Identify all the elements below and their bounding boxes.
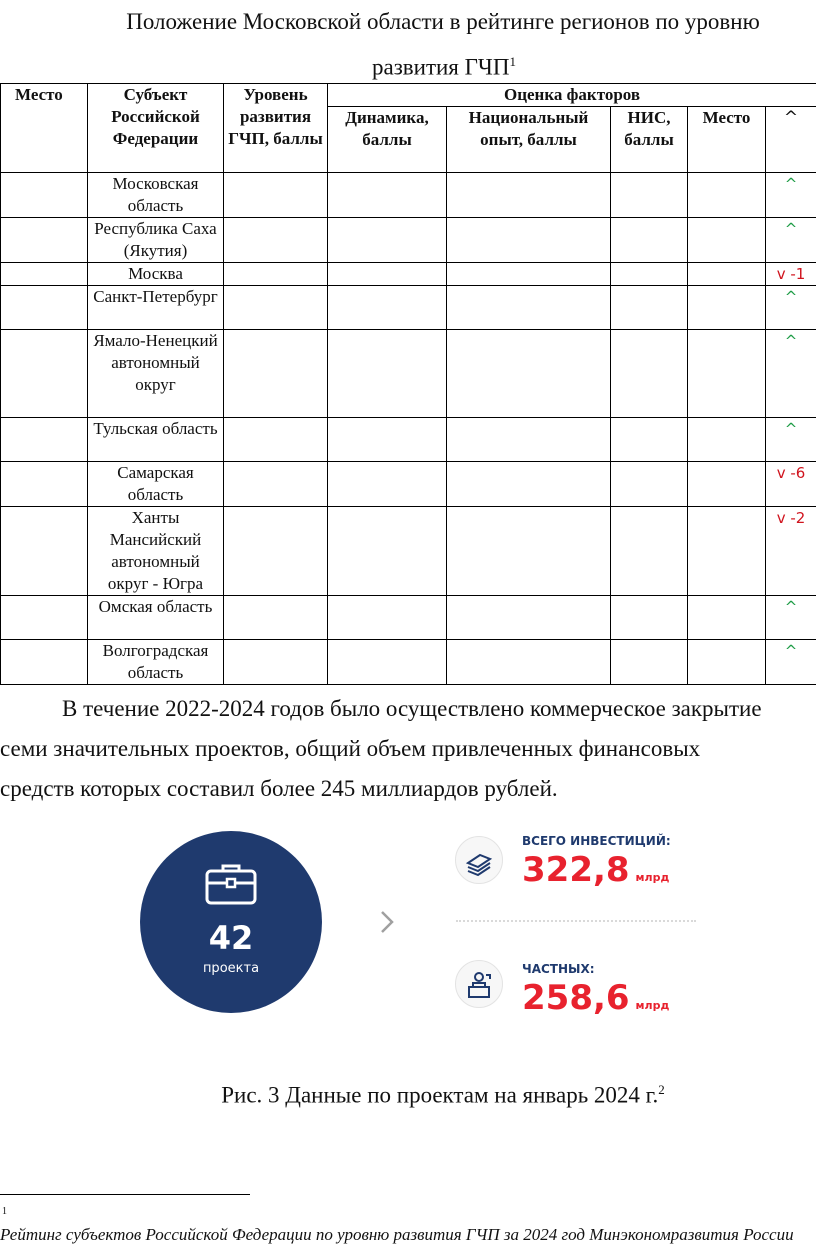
cell-empty [688,218,766,263]
cell-empty [688,286,766,330]
projects-infographic [140,828,700,1018]
paragraph-line-2: семи значительных проектов, общий объем привлеченных финансовых [0,736,701,761]
cell-change: ^ [766,286,816,330]
table-row [1,596,816,640]
cell-empty [447,173,611,218]
header-level: Уровень развития ГЧП, баллы [224,84,328,173]
header-dynamics: Динамика, баллы [328,107,447,173]
investor-icon [455,960,503,1008]
cell-empty [224,640,328,685]
cell-place [1,173,88,218]
rating-body [1,173,816,685]
table-row [1,330,816,418]
cell-subject: Омская область [88,596,224,640]
title-line-2: развития ГЧП [371,54,510,80]
total-investments-unit: млрд [635,871,670,884]
cell-subject: Тульская область [88,418,224,462]
cell-empty [224,218,328,263]
total-investments-label: ВСЕГО ИНВЕСТИЦИЙ: [522,834,671,848]
rating-table [0,83,816,685]
cell-change: ^ [766,330,816,418]
cell-empty [224,173,328,218]
cell-change: v -1 [766,263,816,286]
cell-subject: Республика Саха (Якутия) [88,218,224,263]
cell-empty [224,596,328,640]
caption-text: Рис. 3 Данные по проектам на январь 2024 г. [221,1082,659,1108]
cell-empty [611,462,688,507]
cell-empty [611,263,688,286]
cell-empty [224,330,328,418]
header-nis: НИС, баллы [611,107,688,173]
title-line-1: Положение Московской области в рейтинге регионов по уровню [126,9,760,34]
cell-empty [611,330,688,418]
header-factors: Оценка факторов [328,84,816,107]
body-paragraph [0,689,816,809]
cell-empty [328,173,447,218]
cell-empty [447,640,611,685]
briefcase-icon [204,861,258,907]
title-footnote-mark: 1 [509,54,516,69]
figure-caption [0,1082,816,1109]
cell-empty [328,462,447,507]
table-row [1,263,816,286]
cell-empty [328,286,447,330]
header-national: Национальный опыт, баллы [447,107,611,173]
cell-subject: Самарская область [88,462,224,507]
private-investments-value-row [522,978,669,1018]
money-stack-icon [455,836,503,884]
cell-place [1,596,88,640]
cell-change: v -6 [766,462,816,507]
cell-change: ^ [766,173,816,218]
cell-change: ^ [766,418,816,462]
cell-place [1,640,88,685]
cell-place [1,507,88,596]
header-change: ^ [766,107,816,173]
cell-empty [688,507,766,596]
projects-circle [140,831,322,1013]
cell-empty [447,286,611,330]
table-row [1,286,816,330]
chevron-right-icon [380,910,394,934]
total-investments-value-row [522,850,669,890]
cell-empty [224,462,328,507]
cell-subject: Москва [88,263,224,286]
projects-count: 42 [208,919,254,957]
cell-change: v -2 [766,507,816,596]
cell-empty [328,330,447,418]
projects-label: проекта [202,961,260,976]
cell-empty [224,286,328,330]
cell-empty [447,462,611,507]
caption-footnote-mark: 2 [658,1082,665,1097]
cell-place [1,330,88,418]
paragraph-line-3: средств которых составил более 245 миллиардов рублей. [0,776,558,801]
cell-change: ^ [766,218,816,263]
cell-empty [447,263,611,286]
cell-empty [688,263,766,286]
cell-empty [328,640,447,685]
total-investments-value: 322,8 [522,850,630,890]
footnote-text: Рейтинг субъектов Российской Федерации по уровню развития ГЧП за 2024 год Минэкономразвития России [0,1225,794,1244]
cell-empty [447,218,611,263]
cell-empty [611,173,688,218]
cell-empty [688,330,766,418]
table-row [1,507,816,596]
cell-place [1,286,88,330]
cell-change: ^ [766,640,816,685]
cell-empty [611,418,688,462]
cell-empty [688,173,766,218]
table-row [1,218,816,263]
cell-empty [447,596,611,640]
cell-empty [328,418,447,462]
cell-empty [328,218,447,263]
cell-empty [611,507,688,596]
cell-subject: Московская область [88,173,224,218]
cell-place [1,263,88,286]
cell-place [1,462,88,507]
cell-place [1,218,88,263]
cell-subject: Ханты Мансийский автономный округ - Югра [88,507,224,596]
paragraph-line-1: В течение 2022-2024 годов было осуществлено коммерческое закрытие [62,696,762,721]
table-row [1,418,816,462]
header-place: Место [1,84,88,173]
cell-empty [688,596,766,640]
cell-subject: Волгоградская область [88,640,224,685]
cell-empty [224,507,328,596]
header-subject: Субъект Российской Федерации [88,84,224,173]
footnote-mark: 1 [2,1206,7,1217]
private-investments-unit: млрд [635,999,670,1012]
cell-empty [447,418,611,462]
cell-empty [447,507,611,596]
cell-empty [611,218,688,263]
cell-change: ^ [766,596,816,640]
cell-empty [688,640,766,685]
cell-empty [447,330,611,418]
cell-subject: Ямало-Ненецкий автономный округ [88,330,224,418]
document-title [0,2,816,88]
footnote-rule [0,1194,250,1195]
cell-empty [611,596,688,640]
private-investments-label: ЧАСТНЫХ: [522,962,595,976]
header-place-2: Место [688,107,766,173]
private-investments-value: 258,6 [522,978,630,1018]
cell-empty [328,596,447,640]
stats-divider [456,920,696,922]
cell-empty [328,507,447,596]
cell-empty [688,462,766,507]
cell-empty [688,418,766,462]
cell-subject: Санкт-Петербург [88,286,224,330]
cell-empty [224,263,328,286]
cell-empty [611,640,688,685]
table-row [1,173,816,218]
table-row [1,640,816,685]
cell-empty [611,286,688,330]
cell-place [1,418,88,462]
cell-empty [328,263,447,286]
cell-empty [224,418,328,462]
table-row [1,462,816,507]
